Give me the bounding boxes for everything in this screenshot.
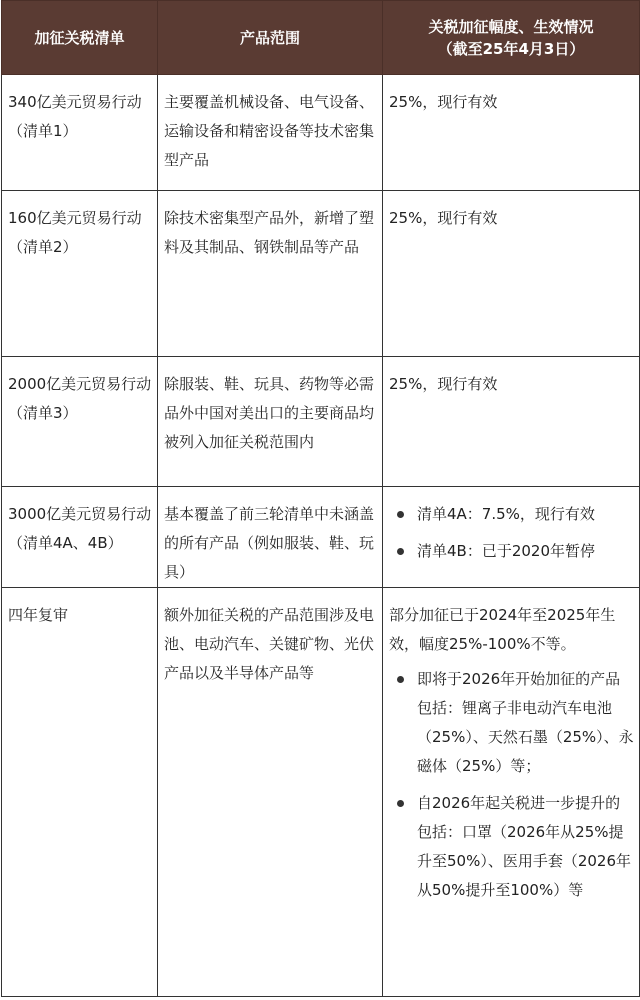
header-status-line2: （截至25年4月3日） — [437, 39, 585, 58]
product-scope-cell: 基本覆盖了前三轮清单中未涵盖的所有产品（例如服装、鞋、玩具） — [158, 487, 383, 588]
header-tariff-status — [383, 1, 640, 75]
tariff-list-cell: 160亿美元贸易行动（清单2） — [2, 191, 158, 357]
list-item — [389, 500, 634, 529]
tariff-list-cell: 340亿美元贸易行动（清单1） — [2, 75, 158, 191]
table-row — [2, 588, 640, 997]
bullet-dot-icon — [397, 511, 404, 518]
table-row — [2, 191, 640, 357]
bullet-text: 清单4B：已于2020年暂停 — [417, 542, 596, 560]
tariff-status-cell — [383, 487, 640, 588]
list-item — [389, 537, 634, 566]
status-intro: 部分加征已于2024年至2025年生效，幅度25%-100%不等。 — [389, 606, 616, 653]
bullet-text: 即将于2026年开始加征的产品包括：锂离子非电动汽车电池（25%）、天然石墨（25%）、永磁体（25%）等； — [417, 670, 634, 775]
header-status-line1: 关税加征幅度、生效情况 — [428, 17, 594, 36]
table-row — [2, 487, 640, 588]
bullet-text: 清单4A：7.5%，现行有效 — [417, 505, 595, 523]
product-scope-cell: 额外加征关税的产品范围涉及电池、电动汽车、关键矿物、光伏产品以及半导体产品等 — [158, 588, 383, 997]
tariff-status-cell: 25%，现行有效 — [383, 357, 640, 487]
bullet-text: 自2026年起关税进一步提升的包括：口罩（2026年从25%提升至50%）、医用手套（2026年从50%提升至100%）等 — [417, 794, 632, 899]
product-scope-cell: 除服装、鞋、玩具、药物等必需品外中国对美出口的主要商品均被列入加征关税范围内 — [158, 357, 383, 487]
status-bullet-list — [389, 500, 634, 566]
table-row — [2, 75, 640, 191]
table-row — [2, 357, 640, 487]
list-item — [389, 789, 634, 905]
status-bullet-list — [389, 665, 634, 905]
tariff-status-cell — [383, 588, 640, 997]
table-header-row — [2, 1, 640, 75]
bullet-dot-icon — [397, 800, 404, 807]
bullet-dot-icon — [397, 548, 404, 555]
tariff-list-cell: 3000亿美元贸易行动（清单4A、4B） — [2, 487, 158, 588]
tariff-list-cell: 2000亿美元贸易行动（清单3） — [2, 357, 158, 487]
product-scope-cell: 主要覆盖机械设备、电气设备、运输设备和精密设备等技术密集型产品 — [158, 75, 383, 191]
product-scope-cell: 除技术密集型产品外，新增了塑料及其制品、钢铁制品等产品 — [158, 191, 383, 357]
header-product-scope: 产品范围 — [158, 1, 383, 75]
tariff-status-cell: 25%，现行有效 — [383, 191, 640, 357]
tariff-table — [1, 0, 640, 997]
tariff-list-cell: 四年复审 — [2, 588, 158, 997]
tariff-status-cell: 25%，现行有效 — [383, 75, 640, 191]
bullet-dot-icon — [397, 676, 404, 683]
list-item — [389, 665, 634, 781]
header-tariff-list: 加征关税清单 — [2, 1, 158, 75]
